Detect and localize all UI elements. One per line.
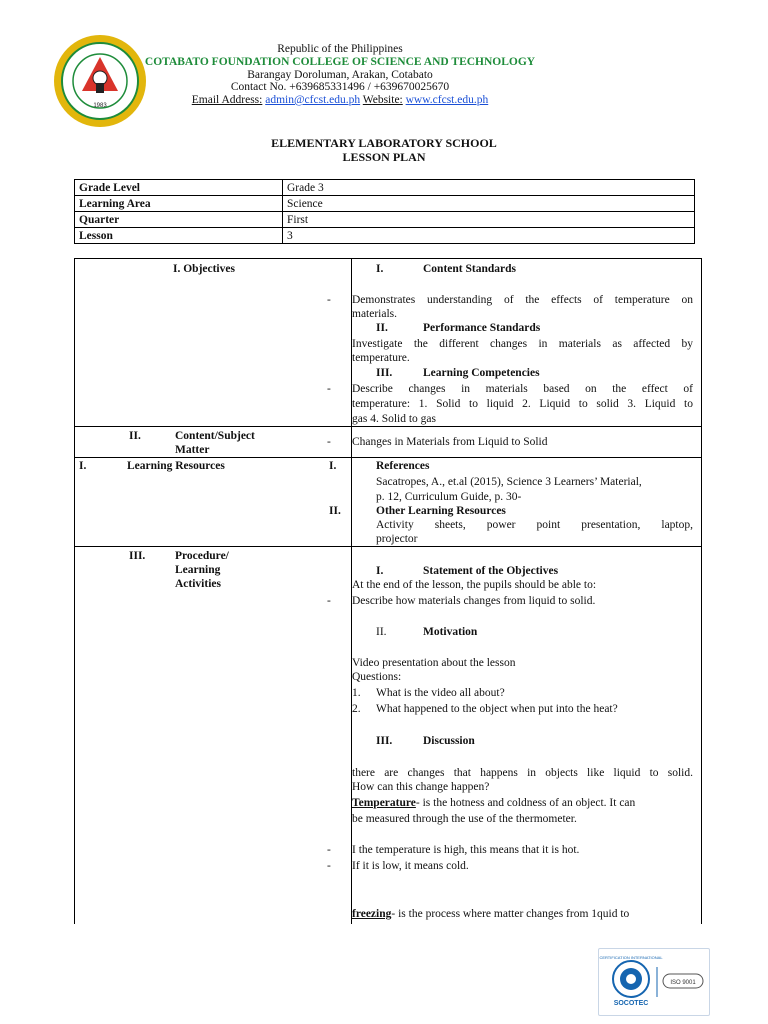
content-dash: - (327, 436, 331, 448)
lesson-plan-table (74, 258, 702, 924)
temp-line-2: be measured through the use of the thermometer. (352, 813, 577, 825)
q2-num: 2. (352, 703, 361, 715)
email-link[interactable]: admin@cfcst.edu.ph (265, 94, 361, 106)
bullet-2-text: If it is low, it means cold. (352, 860, 469, 872)
disc-text-1: there are changes that happens in objects like liquid to solid. (352, 767, 693, 779)
lc-text-3: gas 4. Solid to gas (352, 413, 437, 425)
content-text: Changes in Materials from Liquid to Solid (352, 436, 548, 448)
school-title: ELEMENTARY LABORATORY SCHOOL (271, 136, 497, 150)
mot-text: Video presentation about the lesson (352, 657, 516, 669)
ref-title: References (376, 460, 430, 472)
q1-num: 1. (352, 687, 361, 699)
table-row (75, 180, 695, 196)
mot-title: Motivation (423, 626, 478, 638)
q1-text: What is the video all about? (376, 687, 505, 699)
website-link[interactable]: www.cfcst.edu.ph (405, 94, 489, 106)
temp-line-1 (352, 796, 693, 810)
procedure-label-3: Activities (175, 578, 221, 590)
info-value: First (283, 212, 695, 228)
iso-label: ISO 9001 (670, 980, 696, 986)
republic-line: Republic of the Philippines (277, 43, 403, 55)
so-num: I. (376, 565, 384, 577)
disc-num: III. (376, 735, 393, 747)
cert-top-text: CERTIFICATION INTERNATIONAL (599, 955, 663, 960)
info-key: Learning Area (75, 196, 283, 212)
content-label-1: Content/Subject (175, 430, 255, 442)
lc-text-1: Describe changes in materials based on the effect of (352, 383, 693, 395)
disc-title: Discussion (423, 735, 475, 747)
bullet-1-text: I the temperature is high, this means that it is hot. (352, 844, 580, 856)
temperature-definition: - is the hotness and coldness of an object. It can (415, 797, 636, 809)
objectives-label: I. Objectives (173, 263, 235, 275)
ps-title: Performance Standards (423, 322, 541, 334)
college-contact: Contact No. +639685331496 / +639670025670 (230, 81, 450, 93)
lc-title: Learning Competencies (423, 367, 540, 379)
cs-num: I. (376, 263, 384, 275)
disc-text-2: How can this change happen? (352, 781, 490, 793)
procedure-num: III. (129, 550, 146, 562)
mot-num: II. (376, 626, 387, 638)
so-text: At the end of the lesson, the pupils should be able to: (352, 579, 597, 591)
olr-text-1: Activity sheets, power point presentation, laptop, (376, 519, 693, 531)
freezing-definition: - is the process where matter changes from 1quid to (391, 908, 630, 920)
info-value: 3 (283, 228, 695, 244)
socotec-brand: SOCOTEC (613, 1000, 649, 1007)
cs-dash: - (327, 294, 331, 306)
table-row (75, 196, 695, 212)
olr-text-2: projector (376, 533, 418, 545)
so-item: Describe how materials changes from liquid to solid. (352, 595, 596, 607)
college-address: Barangay Doroluman, Arakan, Cotabato (247, 69, 433, 81)
q2-text: What happened to the object when put into the heat? (376, 703, 618, 715)
ps-text-2: temperature. (352, 352, 410, 364)
website-label: Website: (362, 94, 403, 106)
procedure-label-2: Learning (175, 564, 221, 576)
info-key: Grade Level (75, 180, 283, 196)
table-row (75, 212, 695, 228)
olr-title: Other Learning Resources (376, 505, 506, 517)
content-num: II. (129, 430, 141, 442)
freezing-line (352, 907, 693, 921)
freezing-term: freezing (352, 908, 392, 920)
college-name: COTABATO FOUNDATION COLLEGE OF SCIENCE AND TECHNOLOGY (144, 56, 536, 68)
lc-text-2: temperature: 1. Solid to liquid 2. Liquid to solid 3. Liquid to (352, 398, 693, 410)
lc-num: III. (376, 367, 393, 379)
doc-title: LESSON PLAN (342, 150, 426, 164)
temperature-term: Temperature (352, 797, 416, 809)
logo-year: 1983 (93, 103, 107, 109)
cs-text-2: materials. (352, 308, 398, 320)
ps-num: II. (376, 322, 388, 334)
content-label-2: Matter (175, 444, 210, 456)
bullet-2-dash: - (327, 860, 331, 872)
info-key: Lesson (75, 228, 283, 244)
lc-dash: - (327, 383, 331, 395)
bullet-1-dash: - (327, 844, 331, 856)
info-value: Grade 3 (283, 180, 695, 196)
table-row (75, 228, 695, 244)
ref-num: I. (329, 460, 337, 472)
resources-label: Learning Resources (127, 460, 225, 472)
so-dash: - (327, 595, 331, 607)
cs-text-1: Demonstrates understanding of the effects of temperature on (352, 294, 693, 306)
email-website-line (160, 93, 520, 107)
olr-num: II. (329, 505, 341, 517)
info-value: Science (283, 196, 695, 212)
so-title: Statement of the Objectives (423, 565, 559, 577)
lesson-info-table (74, 179, 695, 244)
college-seal-logo (52, 33, 148, 129)
ref-text-1: Sacatropes, A., et.al (2015), Science 3 Learners’ Material, (376, 476, 642, 488)
ref-text-2: p. 12, Curriculum Guide, p. 30- (376, 491, 522, 503)
socotec-iso-badge (598, 948, 710, 1016)
questions-label: Questions: (352, 671, 402, 683)
cs-title: Content Standards (423, 263, 516, 275)
info-key: Quarter (75, 212, 283, 228)
procedure-label-1: Procedure/ (175, 550, 229, 562)
ps-text-1: Investigate the different changes in materials as affected by (352, 338, 693, 350)
email-label: Email Address: (191, 94, 263, 106)
resources-num: I. (79, 460, 87, 472)
